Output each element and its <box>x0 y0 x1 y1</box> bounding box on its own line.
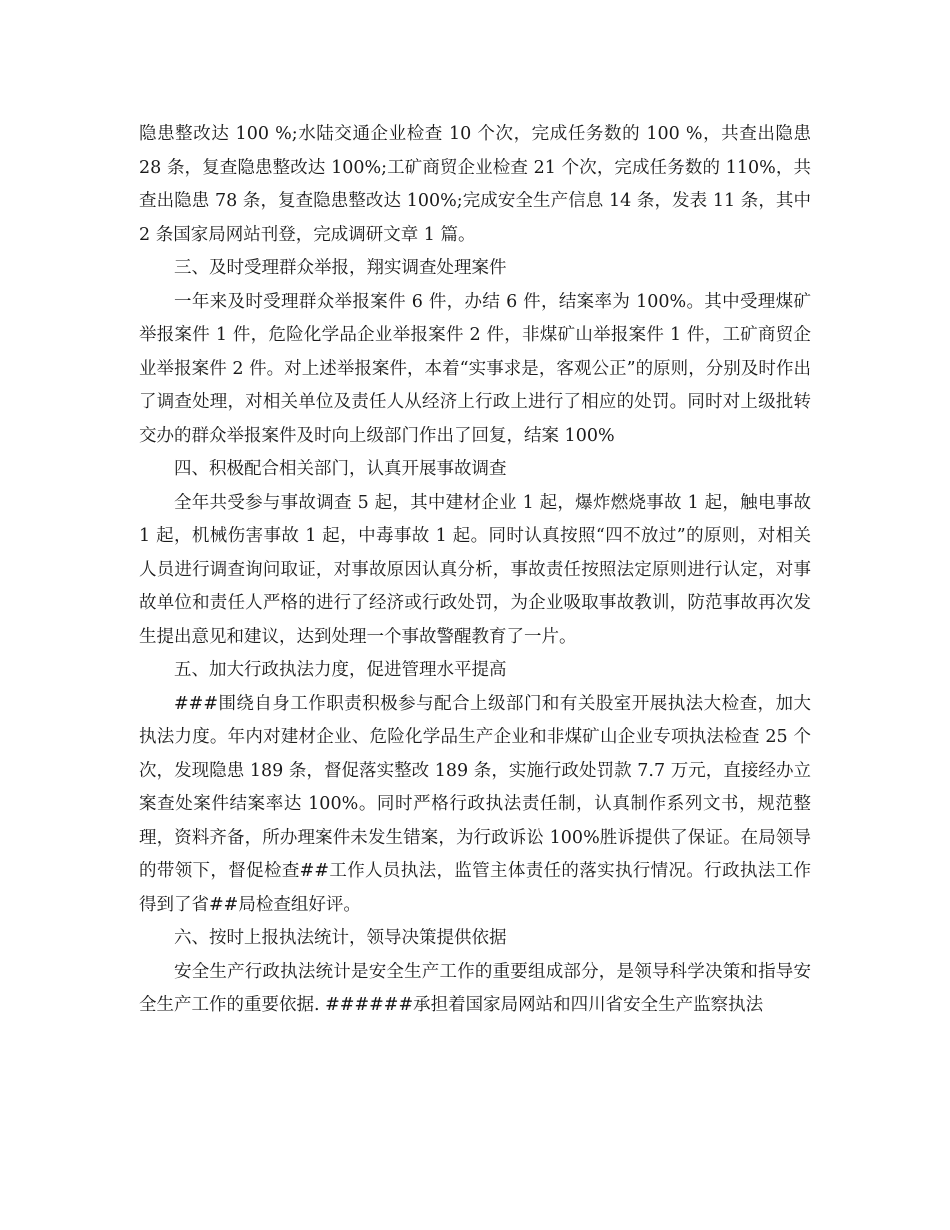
body-paragraph-complaints: 一年来及时受理群众举报案件 6 件，办结 6 件，结案率为 100%。其中受理煤矿举报案件 1 件，危险化学品企业举报案件 2 件，非煤矿山举报案件 1 件，工矿商贸企业举报案件 2 件。对上述举报案件，本着“实事求是，客观公正”的原则，分别及时作出了调查处理，对相关单位及责任人从经济上行政上进行了相应的处罚。同时对上级批转交办的群众举报案件及时向上级部门作出了回复，结案 100% <box>139 291 811 446</box>
section-heading-3: 三、及时受理群众举报，翔实调查处理案件 <box>174 258 507 278</box>
body-paragraph-statistics: 安全生产行政执法统计是安全生产工作的重要组成部分，是领导科学决策和指导安全生产工作的重要依据. ######承担着国家局网站和四川省安全生产监察执法 <box>139 961 811 1015</box>
document-body <box>139 118 811 1023</box>
section-heading-6: 六、按时上报执法统计，领导决策提供依据 <box>174 928 507 948</box>
section-heading-5: 五、加大行政执法力度，促进管理水平提高 <box>174 660 507 680</box>
body-paragraph-enforcement: ###围绕自身工作职责积极参与配合上级部门和有关股室开展执法大检查，加大执法力度。年内对建材企业、危险化学品生产企业和非煤矿山企业专项执法检查 25 个次，发现隐患 189 条，督促落实整改 189 条，实施行政处罚款 7.7 万元，直接经办立案查处案件结案率达 100%。同时严格行政执法责任制，认真制作系列文书，规范整理，资料齐备，所办理案件未发生错案，为行政诉讼 100%胜诉提供了保证。在局领导的带领下，督促检查##工作人员执法，监管主体责任的落实执行情况。行政执法工作得到了省##局检查组好评。 <box>139 693 811 915</box>
section-heading-4: 四、积极配合相关部门，认真开展事故调查 <box>174 459 507 479</box>
body-paragraph-accidents: 全年共受参与事故调查 5 起，其中建材企业 1 起，爆炸燃烧事故 1 起，触电事故 1 起，机械伤害事故 1 起，中毒事故 1 起。同时认真按照“四不放过”的原则，对相关人员进行调查询问取证，对事故原因认真分析，事故责任按照法定原则进行认定，对事故单位和责任人严格的进行了经济或行政处罚，为企业吸取事故教训，防范事故再次发生提出意见和建议，达到处理一个事故警醒教育了一片。 <box>139 492 811 647</box>
body-paragraph-continuation: 隐患整改达 100 %;水陆交通企业检查 10 个次，完成任务数的 100 %，共查出隐患 28 条，复查隐患整改达 100%;工矿商贸企业检查 21 个次，完成任务数的 110%，共查出隐患 78 条，复查隐患整改达 100%;完成安全生产信息 14 条，发表 11 条，其中 2 条国家局网站刊登，完成调研文章 1 篇。 <box>139 124 811 245</box>
